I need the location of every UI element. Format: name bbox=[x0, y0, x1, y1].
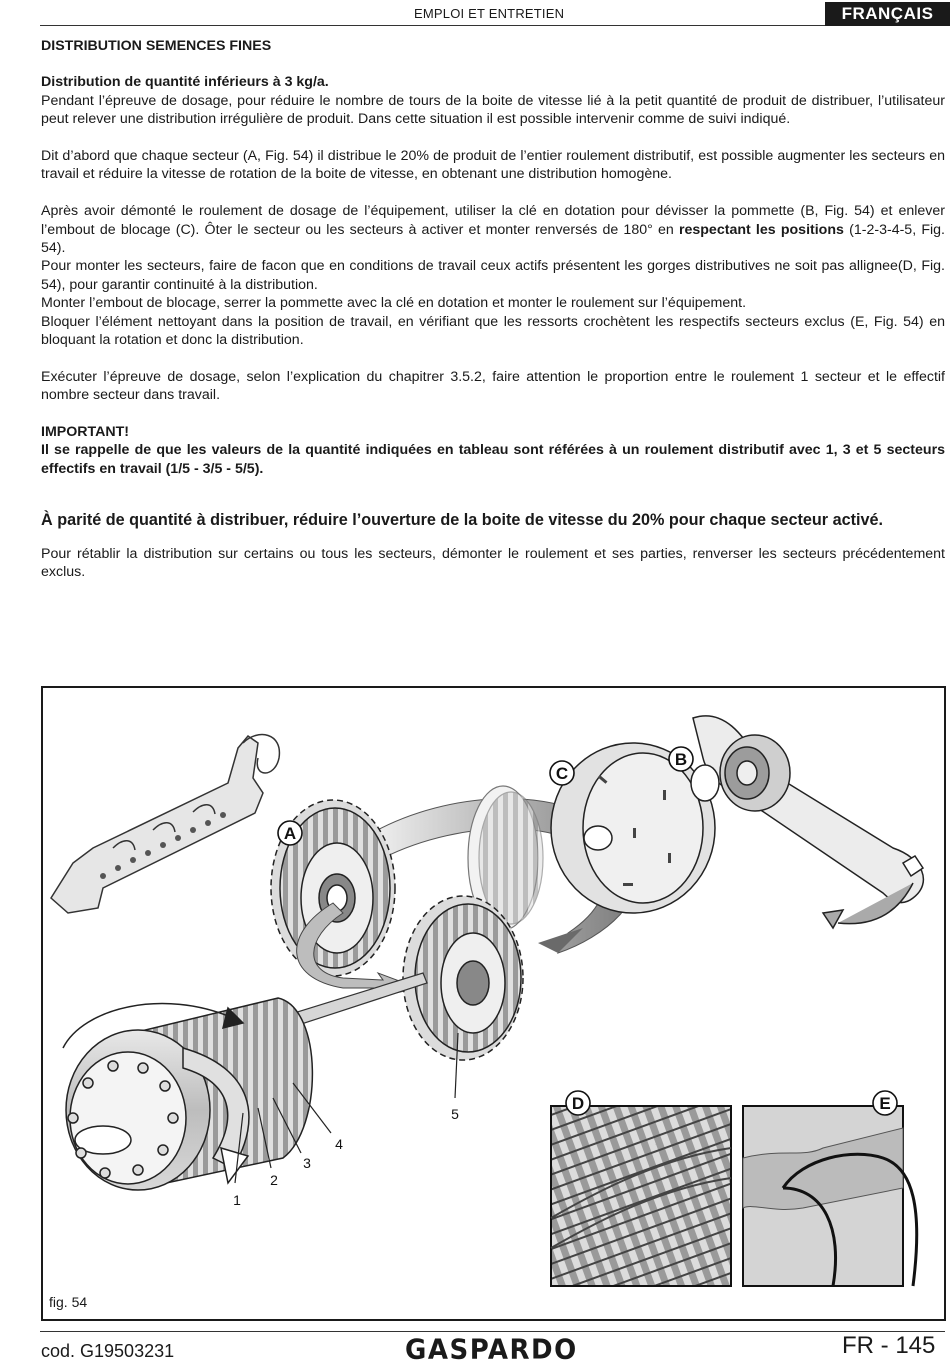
cleaning-element bbox=[51, 735, 279, 913]
emphasis-note: À parité de quantité à distribuer, réduire l’ouverture de la boite de vitesse du 20% pour chaque secteur activé. bbox=[41, 510, 884, 529]
figure-caption: fig. 54 bbox=[49, 1294, 88, 1310]
subheading: Distribution de quantité inférieurs à 3 kg/a. bbox=[41, 74, 329, 91]
paragraph-3-text: Après avoir démonté le roulement de dosage de l’équipement, utiliser la clé en dotation pour dévisser la pommette (B, Fig. 54) et enlever l’embout de blocage (C). Ôter le secteur ou les secteurs à activer et monter renversés de 180° en bbox=[41, 203, 945, 238]
exploded-drawing bbox=[43, 688, 946, 1321]
callout-A-label: A bbox=[283, 824, 297, 843]
figure-54 bbox=[41, 686, 946, 1321]
part-number-2: 2 bbox=[270, 1172, 278, 1188]
paragraph-8: Pour rétablir la distribution sur certains ou tous les secteurs, démonter le roulement et ses parties, renverser les secteurs précédentement exclus. bbox=[41, 545, 945, 581]
part-number-3: 3 bbox=[303, 1155, 311, 1171]
end-cap bbox=[551, 743, 715, 913]
footer-rule bbox=[40, 1331, 945, 1332]
paragraph-7: Exécuter l’épreuve de dosage, selon l’explication du chapitrer 3.5.2, faire attention le proportion entre le roulement 1 secteur et le effectif nombre secteur dans travail. bbox=[41, 368, 945, 404]
important-label: IMPORTANT! bbox=[41, 424, 129, 441]
paragraph-3 bbox=[41, 202, 945, 257]
detail-D bbox=[551, 1106, 731, 1286]
paragraph-5: Monter l’embout de blocage, serrer la pommette avec la clé en dotation et monter le roulement sur l’équipement. bbox=[41, 295, 747, 312]
document-body bbox=[41, 37, 945, 581]
detail-E bbox=[743, 1106, 917, 1286]
paragraph-3-bold: respectant les positions bbox=[678, 221, 844, 238]
section-title: DISTRIBUTION SEMENCES FINES bbox=[41, 38, 272, 54]
knob-and-wrench bbox=[691, 716, 923, 928]
language-badge: FRANÇAIS bbox=[825, 2, 950, 26]
paragraph-1: Pendant l’épreuve de dosage, pour réduire le nombre de tours de la boite de vitesse lié à la petit quantité de produit de distribuer, l’utilisateur peut relever une distribution irrégulière de produit. Dans cette situation il est possible intervenir comme de suivi indiqué. bbox=[41, 92, 945, 128]
paragraph-2: Dit d’abord que chaque secteur (A, Fig. 54) il distribue le 20% de produit de l’entier roulement distributif, est possible augmenter les secteurs en travail et réduire la vitesse de rotation de la boite de vitesse, en obtenant une distribution homogène. bbox=[41, 148, 945, 183]
callout-B-label: B bbox=[674, 750, 688, 769]
part-number-5: 5 bbox=[451, 1106, 459, 1122]
callout-D-label: D bbox=[571, 1094, 585, 1113]
paragraph-4: Pour monter les secteurs, faire de facon que en conditions de travail ceux actifs présentent les gorges distributives ne soit pas allignee(D, Fig. 54), pour garantir continuité à la distribution. bbox=[41, 258, 945, 293]
page-number: FR - 145 bbox=[842, 1332, 936, 1359]
paragraph-3-tail: (1-2-3-4-5, Fig. 54). bbox=[41, 221, 945, 257]
part-number-4: 4 bbox=[335, 1136, 343, 1152]
callout-C-label: C bbox=[555, 764, 569, 783]
part-number-1: 1 bbox=[233, 1192, 241, 1208]
header-rule bbox=[40, 25, 825, 26]
callout-E-label: E bbox=[879, 1094, 891, 1113]
brand-logo: GASPARDO bbox=[405, 1334, 578, 1366]
header-title: EMPLOI ET ENTRETIEN bbox=[414, 6, 565, 21]
paragraph-6: Bloquer l’élément nettoyant dans la position de travail, en vérifiant que les ressorts crochètent les respectifs secteurs exclus (E, Fig. 54) en bloquant la rotation et donc la distribution. bbox=[41, 313, 945, 349]
important-text: Il se rappelle de que les valeurs de la quantité indiquées en tableau sont référées à un roulement distributif avec 1, 3 et 5 secteurs effectifs en travail (1/5 - 3/5 - 5/5). bbox=[41, 442, 945, 477]
distribution-drum bbox=[63, 998, 312, 1190]
document-code: cod. G19503231 bbox=[41, 1341, 175, 1361]
